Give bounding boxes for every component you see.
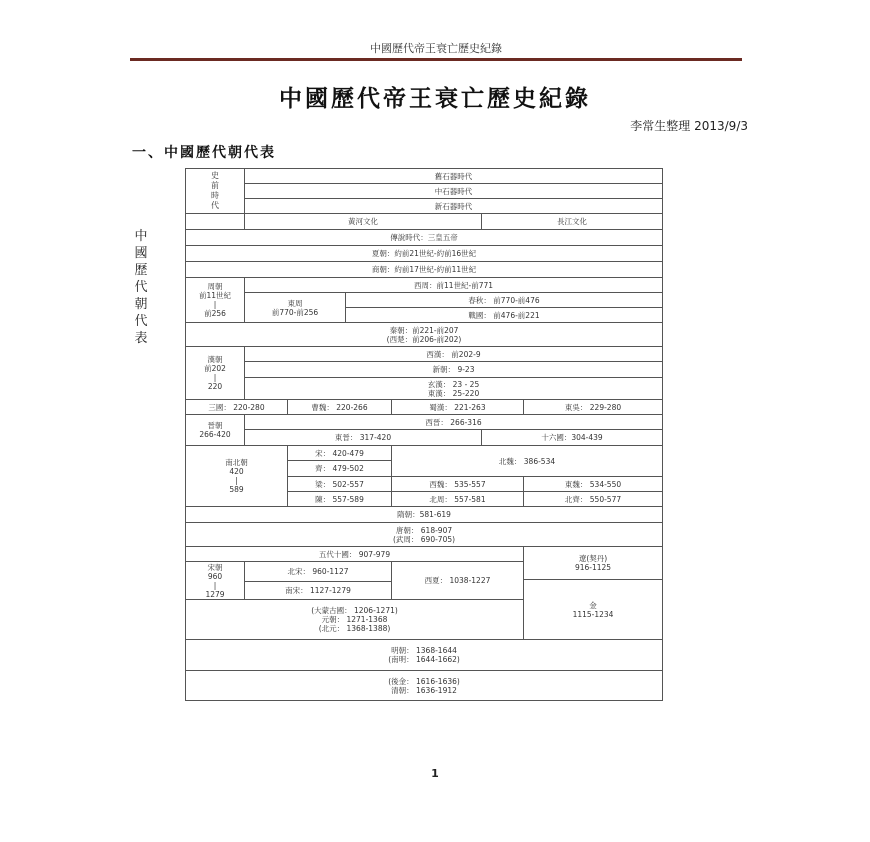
cell-western-han: 西漢： 前202-9 [245,347,663,362]
cell-eastern-wu: 東吳： 229-280 [524,400,663,415]
cell-western-zhou: 西周：前11世紀-前771 [245,278,663,293]
dynasty-table [185,168,663,701]
cell-western-wei: 西魏： 535-557 [392,477,524,492]
cell-five-dynasties: 五代十國： 907-979 [186,547,524,562]
cell-song-south: 宋： 420-479 [288,446,392,461]
side-label [133,228,149,347]
cell-jin-jurchen: 金 1115-1234 [524,580,663,640]
cell-three-kingdoms: 三國： 220-280 [186,400,288,415]
side-char: 代 [134,314,148,329]
cell-chen: 陳： 557-589 [288,492,392,507]
cell-northern-qi: 北齊： 550-577 [524,492,663,507]
cell-yuan: (大蒙古國： 1206-1271) 元朝： 1271-1368 (北元： 1368-1388) [186,600,524,640]
side-char: 國 [134,246,148,261]
side-char: 代 [134,280,148,295]
cell-liang: 梁： 502-557 [288,477,392,492]
cell-sui: 隋朝：581-619 [186,507,663,523]
cell-ming: 明朝： 1368-1644 (南明： 1644-1662) [186,640,663,671]
cell-prehistoric: 史前時代 [186,169,245,214]
cell-yangtze: 長江文化 [482,214,663,230]
cell-paleolithic: 舊石器時代 [245,169,663,184]
cell-northern-wei: 北魏： 386-534 [392,446,663,477]
cell-legend: 傳說時代：三皇五帝 [186,230,663,246]
cell-tang: 唐朝： 618-907 (武周： 690-705) [186,523,663,547]
cell-xia: 夏朝：約前21世紀-約前16世紀 [186,246,663,262]
cell-qin: 秦朝：前221-前207 (西楚：前206-前202) [186,323,663,347]
cell-song: 宋朝 960 | 1279 [186,562,245,600]
cell-eastern-wei: 東魏： 534-550 [524,477,663,492]
cell-warring-states: 戰國： 前476-前221 [346,308,663,323]
cell-neolithic: 新石器時代 [245,199,663,214]
cell-southern-song: 南宋： 1127-1279 [245,582,392,600]
cell-nanbei: 南北朝 420 | 589 [186,446,288,507]
page-number: 1 [431,767,439,780]
cell-prehistoric-tail [186,214,245,230]
cell-eastern-han: 玄漢： 23 - 25 東漢： 25-220 [245,378,663,400]
running-header: 中國歷代帝王衰亡歷史紀錄 [370,42,502,55]
cell-xin: 新朝： 9-23 [245,362,663,378]
cell-yellow-river: 黃河文化 [245,214,482,230]
section-heading: 一、中國歷代朝代表 [132,145,276,161]
cell-shu-han: 蜀漢： 221-263 [392,400,524,415]
side-char: 中 [134,229,148,244]
side-char: 朝 [134,297,148,312]
cell-eastern-jin: 東晉： 317-420 [245,430,482,446]
cell-western-jin: 西晉： 266-316 [245,415,663,430]
side-char: 歷 [134,263,148,278]
cell-zhou: 周朝 前11世紀 | 前256 [186,278,245,323]
cell-western-xia: 西夏： 1038-1227 [392,562,524,600]
cell-jin: 晉朝 266-420 [186,415,245,446]
cell-liao: 遼(契丹) 916-1125 [524,547,663,580]
cell-sixteen-kingdoms: 十六國：304-439 [482,430,663,446]
author-date: 李常生整理 2013/9/3 [630,119,748,133]
cell-northern-song: 北宋： 960-1127 [245,562,392,582]
side-char: 表 [134,331,148,346]
cell-cao-wei: 曹魏： 220-266 [288,400,392,415]
cell-eastern-zhou: 東周 前770-前256 [245,293,346,323]
cell-spring-autumn: 春秋： 前770-前476 [346,293,663,308]
cell-qing: (後金： 1616-1636) 清朝： 1636-1912 [186,671,663,701]
cell-shang: 商朝：約前17世紀-約前11世紀 [186,262,663,278]
cell-northern-zhou: 北周： 557-581 [392,492,524,507]
document-title: 中國歷代帝王衰亡歷史紀錄 [279,85,591,112]
cell-qi: 齊： 479-502 [288,461,392,477]
cell-han: 漢朝 前202 | 220 [186,347,245,400]
cell-mesolithic: 中石器時代 [245,184,663,199]
header-rule [130,58,742,61]
